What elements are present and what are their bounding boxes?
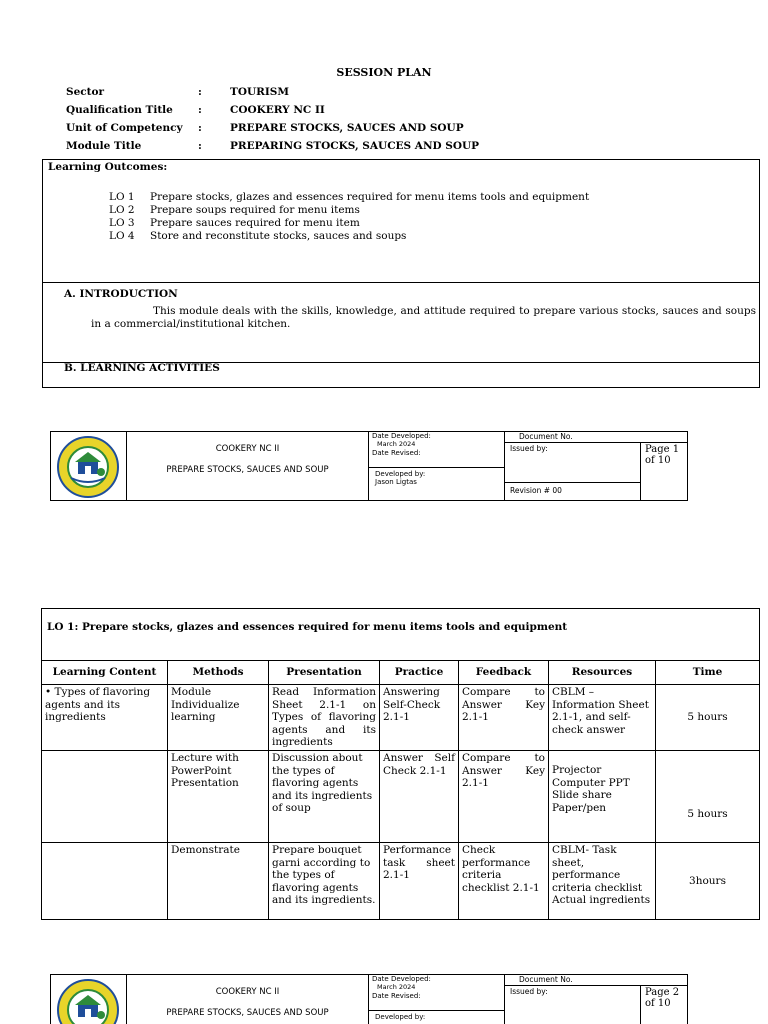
meta-value: PREPARING STOCKS, SAUCES AND SOUP bbox=[230, 140, 480, 152]
meta-colon: : bbox=[198, 104, 202, 116]
table-cell: CBLM- Task sheet, performance criteria checklist Actual ingredients bbox=[549, 843, 656, 920]
table-cell: 5 hours bbox=[656, 685, 760, 751]
meta-colon: : bbox=[198, 86, 202, 98]
date-revised-label: Date Revised: bbox=[372, 449, 421, 457]
course-cell bbox=[127, 975, 369, 1024]
table-cell: Module Individualize learning bbox=[168, 685, 269, 751]
lo-text: Prepare sauces required for menu item bbox=[150, 217, 360, 229]
column-header: Resources bbox=[549, 661, 656, 685]
list-item bbox=[109, 191, 589, 204]
table-cell: 3hours bbox=[656, 843, 760, 920]
table-cell: Read Information Sheet 2.1-1 on Types of flavoring agents and its ingredients bbox=[269, 685, 380, 751]
meta-value: PREPARE STOCKS, SAUCES AND SOUP bbox=[230, 122, 464, 134]
meta-label: Unit of Competency bbox=[66, 122, 183, 134]
lo-text: Prepare soups required for menu items bbox=[150, 204, 360, 216]
table-cell bbox=[42, 843, 168, 920]
meta-value: TOURISM bbox=[230, 86, 289, 98]
column-header: Practice bbox=[380, 661, 459, 685]
learning-outcomes-box bbox=[42, 159, 760, 388]
introduction-heading: A. INTRODUCTION bbox=[64, 288, 178, 300]
issued-by-label: Issued by: bbox=[510, 987, 548, 996]
table-cell: Projector Computer PPT Slide share Paper/pen bbox=[549, 751, 656, 843]
table-row bbox=[42, 685, 760, 751]
table-cell: Answering Self-Check 2.1-1 bbox=[380, 685, 459, 751]
column-header: Feedback bbox=[459, 661, 549, 685]
course-cell bbox=[127, 432, 369, 500]
lo1-table bbox=[41, 608, 760, 920]
page-footer bbox=[50, 431, 688, 501]
lo-text: Store and reconstitute stocks, sauces and soups bbox=[150, 230, 407, 242]
divider bbox=[505, 442, 688, 443]
table-cell: CBLM – Information Sheet 2.1-1, and self-check answer bbox=[549, 685, 656, 751]
column-header: Time bbox=[656, 661, 760, 685]
date-developed-label: Date Developed: bbox=[372, 975, 431, 983]
divider bbox=[369, 467, 504, 468]
footer-module: PREPARE STOCKS, SAUCES AND SOUP bbox=[166, 1008, 329, 1018]
footer-course: COOKERY NC II bbox=[215, 444, 280, 454]
revision-label: Revision # 00 bbox=[510, 486, 562, 495]
table-cell: Compare to Answer Key 2.1-1 bbox=[459, 685, 549, 751]
meta-label: Module Title bbox=[66, 140, 142, 152]
school-seal-icon bbox=[57, 979, 119, 1024]
divider bbox=[505, 482, 640, 483]
meta-label: Qualification Title bbox=[66, 104, 173, 116]
developed-by-value: Jason Ligtas bbox=[375, 478, 417, 486]
table-cell: Prepare bouquet garni according to the types of flavoring agents and its ingredients. bbox=[269, 843, 380, 920]
date-cell bbox=[369, 975, 505, 1024]
lo-code: LO 1 bbox=[109, 191, 135, 203]
lo-code: LO 3 bbox=[109, 217, 135, 229]
table-row bbox=[42, 843, 760, 920]
learning-outcomes-list bbox=[109, 191, 589, 243]
meta-colon: : bbox=[198, 140, 202, 152]
divider bbox=[43, 282, 759, 283]
table-cell: Performance task sheet 2.1-1 bbox=[380, 843, 459, 920]
developed-by-label: Developed by: bbox=[375, 1013, 426, 1021]
list-item bbox=[109, 204, 589, 217]
footer-course: COOKERY NC II bbox=[215, 987, 280, 997]
lo1-title: LO 1: Prepare stocks, glazes and essences required for menu items tools and equipment bbox=[42, 609, 760, 661]
meta-label: Sector bbox=[66, 86, 105, 98]
learning-outcomes-heading: Learning Outcomes: bbox=[48, 161, 168, 173]
divider bbox=[640, 442, 641, 500]
table-header-row bbox=[42, 661, 760, 685]
footer-module: PREPARE STOCKS, SAUCES AND SOUP bbox=[166, 465, 329, 475]
table-cell: Discussion about the types of flavoring agents and its ingredients of soup bbox=[269, 751, 380, 843]
page-footer bbox=[50, 974, 688, 1024]
document-cell bbox=[505, 432, 688, 500]
list-item bbox=[109, 217, 589, 230]
table-row bbox=[42, 609, 760, 661]
column-header: Presentation bbox=[269, 661, 380, 685]
divider bbox=[640, 985, 641, 1024]
lo-text: Prepare stocks, glazes and essences required for menu items tools and equipment bbox=[150, 191, 590, 203]
document-no-label: Document No. bbox=[519, 432, 573, 441]
table-cell: Check performance criteria checklist 2.1-1 bbox=[459, 843, 549, 920]
table-cell: 5 hours bbox=[656, 751, 760, 843]
page-title: SESSION PLAN bbox=[336, 66, 432, 79]
page-number: Page 2 of 10 bbox=[645, 987, 680, 1009]
column-header: Learning Content bbox=[42, 661, 168, 685]
divider bbox=[505, 985, 688, 986]
school-seal-icon bbox=[57, 436, 119, 498]
table-row bbox=[42, 751, 760, 843]
date-revised-label: Date Revised: bbox=[372, 992, 421, 1000]
page-number: Page 1 of 10 bbox=[645, 444, 680, 466]
table-cell: Demonstrate bbox=[168, 843, 269, 920]
table-cell: Answer Self Check 2.1-1 bbox=[380, 751, 459, 843]
table-cell bbox=[42, 751, 168, 843]
developed-by-label: Developed by: bbox=[375, 470, 426, 478]
table-cell: • Types of flavoring agents and its ingredients bbox=[42, 685, 168, 751]
column-header: Methods bbox=[168, 661, 269, 685]
introduction-text: This module deals with the skills, knowledge, and attitude required to prepare various stocks, sauces and soups in a commercial/institutional kitchen. bbox=[91, 305, 756, 330]
lo-code: LO 4 bbox=[109, 230, 135, 242]
date-developed-value: March 2024 bbox=[377, 440, 416, 448]
date-cell bbox=[369, 432, 505, 500]
lo-code: LO 2 bbox=[109, 204, 135, 216]
date-developed-value: March 2024 bbox=[377, 983, 416, 991]
table-cell: Lecture with PowerPoint Presentation bbox=[168, 751, 269, 843]
meta-colon: : bbox=[198, 122, 202, 134]
document-no-label: Document No. bbox=[519, 975, 573, 984]
learning-activities-heading: B. LEARNING ACTIVITIES bbox=[64, 362, 220, 374]
divider bbox=[369, 1010, 504, 1011]
meta-value: COOKERY NC II bbox=[230, 104, 325, 116]
document-cell bbox=[505, 975, 688, 1024]
issued-by-label: Issued by: bbox=[510, 444, 548, 453]
table-cell: Compare to Answer Key 2.1-1 bbox=[459, 751, 549, 843]
logo-cell bbox=[51, 975, 127, 1024]
date-developed-label: Date Developed: bbox=[372, 432, 431, 440]
logo-cell bbox=[51, 432, 127, 500]
list-item bbox=[109, 230, 589, 243]
